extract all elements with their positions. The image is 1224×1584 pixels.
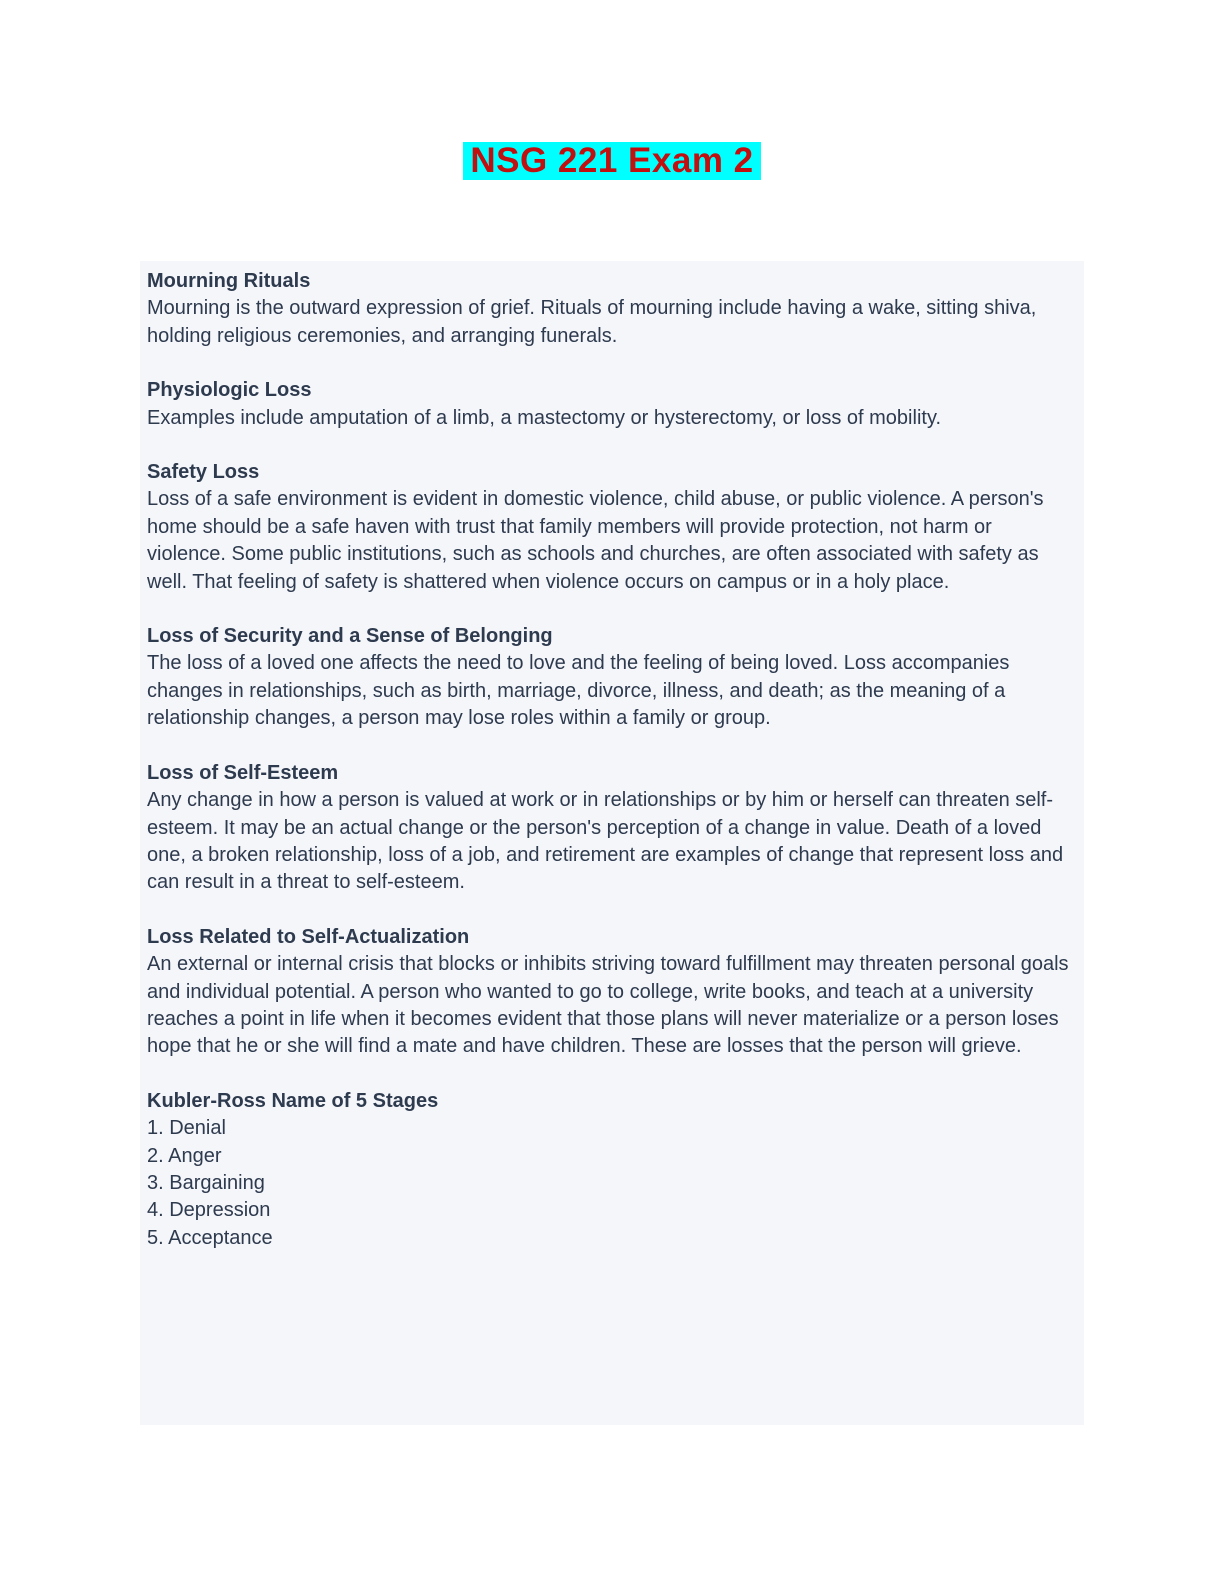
section-body: Examples include amputation of a limb, a mastectomy or hysterectomy, or loss of mobility.	[147, 406, 942, 429]
list-item: 1. Denial	[147, 1117, 226, 1140]
section-heading: Loss of Self-Esteem	[147, 761, 339, 784]
section-body: Mourning is the outward expression of grief. Rituals of mourning include having a wake, sitting shiva, holding religious ceremonies, and arranging funerals.	[147, 297, 1037, 347]
list-item: 5. Acceptance	[147, 1226, 273, 1249]
section-body: An external or internal crisis that blocks or inhibits striving toward fulfillment may threaten personal goals and individual potential. A person who wanted to go to college, write books, and teach at a university reaches a point in life when it becomes evident that those plans will never materialize or a person loses hope that he or she will find a mate and have children. These are losses that the person will grieve.	[147, 953, 1069, 1058]
section-body: Any change in how a person is valued at work or in relationships or by him or herself can threaten self-esteem. It may be an actual change or the person's perception of a change in value. Death of a loved one, a broken relationship, loss of a job, and retirement are examples of change that represent loss and can result in a threat to self-esteem.	[147, 789, 1064, 894]
section	[147, 760, 1075, 897]
section-body: Loss of a safe environment is evident in domestic violence, child abuse, or public violence. A person's home should be a safe haven with trust that family members will provide protection, not harm or violence. Some public institutions, such as schools and churches, are often associated with safety as well. That feeling of safety is shattered when violence occurs on campus or in a holy place.	[147, 488, 1044, 593]
section-body: The loss of a loved one affects the need to love and the feeling of being loved. Loss accompanies changes in relationships, such as birth, marriage, divorce, illness, and death; as the meaning of a relationship changes, a person may lose roles within a family or group.	[147, 652, 1010, 730]
title-row	[0, 142, 1224, 180]
section	[147, 268, 1075, 350]
list-item: 2. Anger	[147, 1144, 222, 1167]
section-heading: Kubler-Ross Name of 5 Stages	[147, 1089, 439, 1112]
section	[147, 377, 1075, 432]
section-heading: Safety Loss	[147, 461, 260, 484]
section	[147, 459, 1075, 596]
list-item: 4. Depression	[147, 1199, 271, 1222]
section	[147, 1088, 1075, 1252]
section-heading: Physiologic Loss	[147, 379, 312, 402]
list-item: 3. Bargaining	[147, 1171, 265, 1194]
section-heading: Mourning Rituals	[147, 270, 311, 292]
content-panel	[140, 261, 1084, 1425]
section-heading: Loss of Security and a Sense of Belonging	[147, 625, 553, 648]
section	[147, 623, 1075, 733]
section	[147, 924, 1075, 1061]
section-heading: Loss Related to Self-Actualization	[147, 925, 470, 948]
page-title: NSG 221 Exam 2	[463, 142, 760, 180]
